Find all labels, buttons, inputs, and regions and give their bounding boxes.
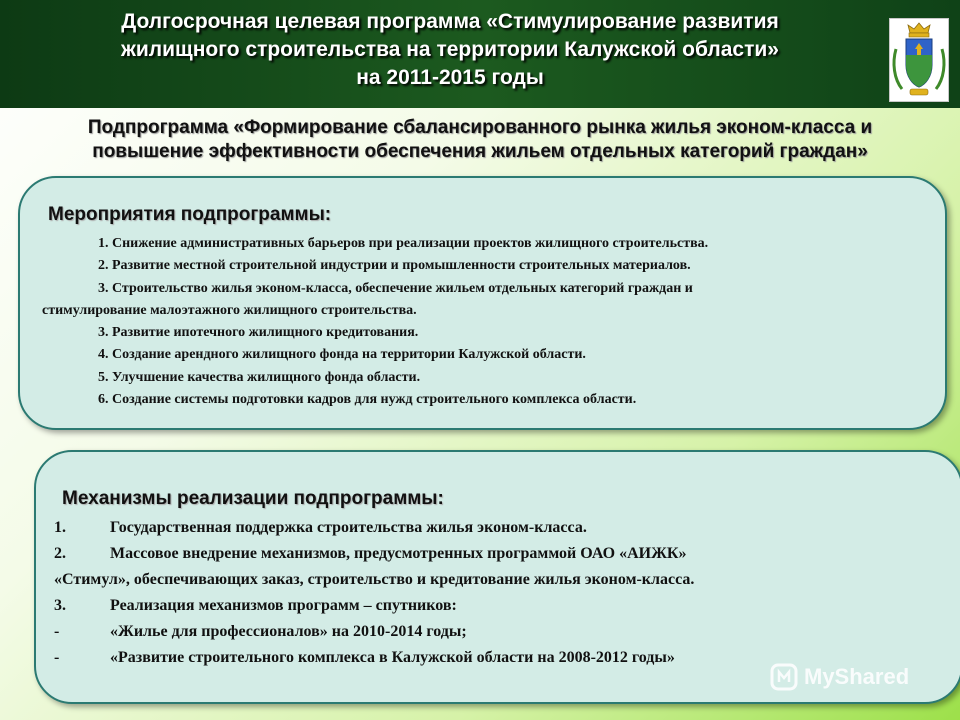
measures-heading: Мероприятия подпрограммы: [48,204,332,225]
mechanism-text: Массовое внедрение механизмов, предусмотренных программой ОАО «АИЖК» [110,545,687,562]
mechanism-item [54,541,934,567]
subprogram-line: Подпрограмма «Формирование сбалансированного рынка жилья эконом-класса и [87,117,873,138]
header-bar [0,0,960,108]
slide-title [40,8,860,92]
mechanism-item-continuation: «Стимул», обеспечивающих заказ, строительство и кредитование жилья эконом-класса. [54,571,695,588]
mechanism-marker: 3. [54,597,66,614]
mechanism-text: Реализация механизмов программ – спутников: [110,597,457,614]
title-line: жилищного строительства на территории Калужской области» [120,38,779,61]
watermark [770,660,909,694]
title-line: Долгосрочная целевая программа «Стимулирование развития [121,10,779,33]
measures-list [42,233,932,411]
mechanisms-list [54,515,934,671]
measure-item-continuation: стимулирование малоэтажного жилищного строительства. [42,302,417,318]
mechanism-text: Государственная поддержка строительства жилья эконом-класса. [110,519,587,536]
kaluga-coat-of-arms-icon [889,18,949,102]
mechanism-text: «Жилье для профессионалов» на 2010-2014 годы; [110,623,467,640]
watermark-text: MyShared [804,664,910,689]
measures-panel [18,176,947,430]
mechanism-marker: - [54,649,60,666]
measure-item: 2. Развитие местной строительной индустрии и промышленности строительных материалов. [98,258,691,274]
subprogram-title [10,116,950,164]
mechanism-marker: - [54,623,60,640]
mechanism-item [54,619,934,645]
mechanism-item [54,515,934,541]
measure-item: 1. Снижение административных барьеров при реализации проектов жилищного строительства. [98,236,709,251]
measure-item: 6. Создание системы подготовки кадров для нужд строительного комплекса области. [98,392,637,408]
measure-item: 4. Создание арендного жилищного фонда на территории Калужской области. [98,347,586,363]
measure-item: 3. Развитие ипотечного жилищного кредитования. [98,325,419,341]
mechanism-item [54,593,934,619]
subprogram-line: повышение эффективности обеспечения жильем отдельных категорий граждан» [92,141,868,162]
mechanism-marker: 1. [54,519,66,536]
measure-item: 5. Улучшение качества жилищного фонда области. [98,369,421,385]
mechanisms-heading: Механизмы реализации подпрограммы: [62,488,444,509]
mechanism-marker: 2. [54,545,66,562]
measure-item: 3. Строительство жилья эконом-класса, обеспечение жильем отдельных категорий граждан и [98,280,693,296]
mechanism-text: «Развитие строительного комплекса в Калужской области на 2008-2012 годы» [110,649,675,666]
title-line: на 2011-2015 годы [356,66,544,89]
myshared-logo-icon [770,663,798,691]
